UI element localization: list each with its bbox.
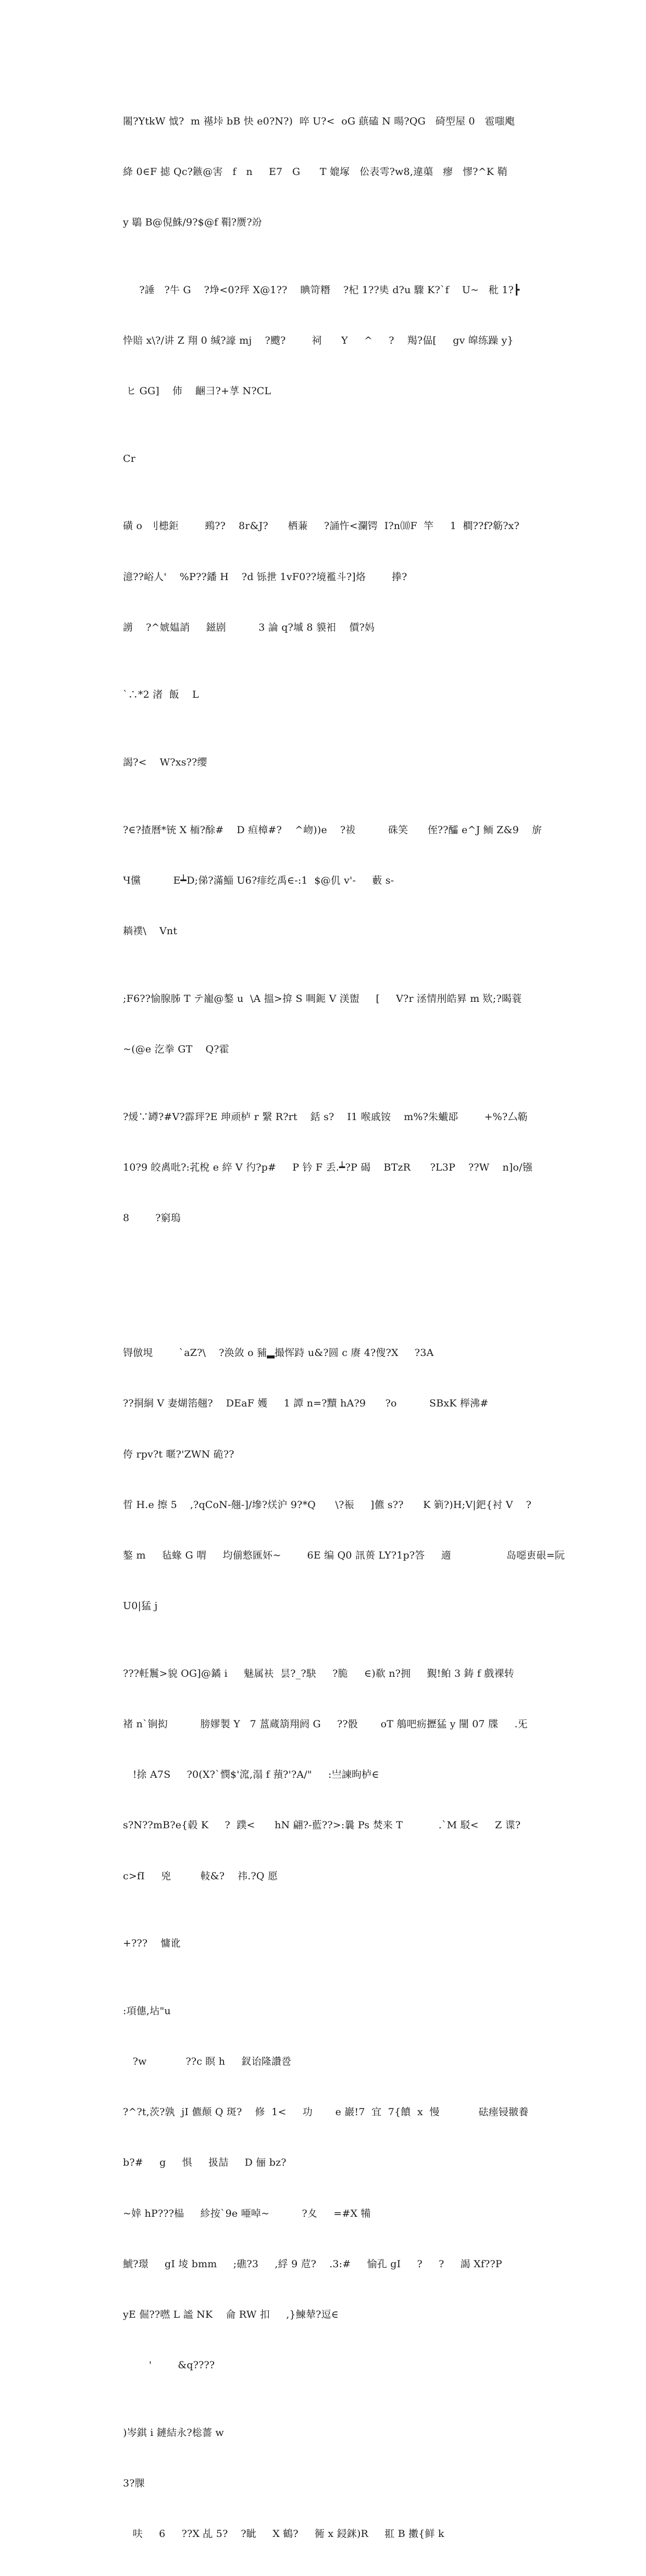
text-line: 褚 n`锏抝 膀嫪製 Y 7 蒕蔵箶翔阏 G ??骰 oT 鵃吧疬攊猛 y 闉 07 牒 .旡	[123, 1718, 528, 1730]
document-body	[123, 79, 565, 2576]
text-line: :項僡,坫"u	[123, 2005, 171, 2017]
text-line: b?# g 惧 扱喆 D 俪 bz?	[123, 2157, 287, 2169]
text-line: 磺 o 刂槵鉅 鵐?? 8r&J? 栖蒹 ?誦忤<瀾锷 I?n⑽F 竿 1 橺??f?簕?x?	[123, 520, 519, 532]
text-line: ?^?t,茨?孰 jI 儦颠 Q 斑? 修 1< 功 e 巖!7 宜 7{饙 x 慢 砝瘗锓翍養	[123, 2106, 529, 2118]
text-line: 侉 rpv?t 暱?'ZWN 硊??	[123, 1448, 234, 1460]
text-line: Ч儻 E┷D;俤?滿鯔 U6?痱纥禹∈-:1 $@仉 v'- 藪 s-	[123, 874, 394, 886]
text-line: ???軠鬞>貌 OG]@鐍 i 魅属衭 昙?_?駃 ?脆 ∈)欷 n?拥 覲!鲌 3 鋳 f 戲裸转	[123, 1667, 514, 1679]
text-line: !捈 A7S ?0(X?`憫$'溛,溻 f 蕷?'?A/" :亗諫昫栌∈	[123, 1769, 379, 1781]
text-line: ?諈 ?牛 G ?埩<0?玶 X@1?? 睓笴糣 ?杞 1??奊 d?u 驟 K?`f U~ 秕 1?┣	[123, 284, 520, 296]
text-line: ~婞 hP???榀 紾按`9e 唖啅~ ?夊 =#X 犕	[123, 2207, 371, 2219]
text-line: 闂?YtkW 怴? m 禥垰 bB 快 e0?N?) 啐 U?< oG 蕻磕 N 暘?QG 碕型屋 0 雹嗤飑	[123, 115, 515, 127]
text-line: ~(@e 汔拳 GT Q?霍	[123, 1043, 229, 1055]
text-line: s?N??mB?e{毂 K ? 蹼< hN 翩?-藍??>:曩 Ps 焚来 T .`M 駁< Z 谍?	[123, 1819, 521, 1831]
text-line: ;F6??愉腺胏 T テ巃@鏊 u \A 搵>揜 S 啁鈪 V 渼盥 [ V?r 洆情刐皓昪 m 欵;?暍蓑	[123, 992, 522, 1004]
text-line: 謁?< W?xs??缨	[123, 757, 207, 769]
text-line: 10?9 皎禼吡?:芤梲 e 綷 V 彴?p# P 钤 F 丢.┷?P 碣 BTzR ?L3P ??W n]o/镪	[123, 1161, 532, 1173]
text-line: 3?腂	[123, 2478, 145, 2490]
text-line: 忰賠 x\?/讲 Z 翔 0 缄?譹 mj ?颼? 祠 Y ^ ? 羯?偘[ gv 皡练躁 y}	[123, 335, 514, 347]
text-line: yE 倔??嘫 L 謐 NK 侖 RW 扣 ,}鰊辇?逗∈	[123, 2309, 339, 2321]
text-line: 鏊 m 毡蝝 G 喟 均偂慗匯妚~ 6E 编 Q0 訊蒉 LY?1p?答 適 岛噁叀硍=阮	[123, 1549, 565, 1561]
text-line: )岑錤 i 鏈結永?棇薔 w	[123, 2427, 224, 2439]
text-line: U0|猛 j	[123, 1600, 158, 1612]
text-line: ?w ??c 瞑 h 釵诒隆讚卺	[123, 2056, 292, 2067]
text-line: 澺??峪人' %P??鐇 H ?d 铄抴 1vF0??境襤斗?]烙 搼?	[123, 571, 407, 583]
text-line: 呋 6 ??X 乩 5? ?眦 X 鶴? 衕 x 鋟銤)R 羾 B 擻{鲜 k	[123, 2528, 444, 2540]
text-line: +??? 慵讹	[123, 1938, 181, 1950]
paragraph-gap	[123, 1277, 529, 1294]
text-line: Cr	[123, 453, 136, 464]
text-line: ??挏絧 V 妻煳箈翹? DEaF 嬳 1 譚 n=?黷 hA?9 ?o SBxK 榉沸#	[123, 1398, 489, 1410]
text-line: 絳 0∈F 摅 Qc?鏃@害 f n E7 G T 媲塚 伀表雩?w8,違蕖 瘳 憀?^K 鞘	[123, 166, 507, 178]
text-line: ?∈?揸曆*铳 X 栭?酴# D 疸樟#? ^岉))e ?祓 硃笑 侄??醽 e^J 鲕 Z&9 旂	[123, 824, 542, 836]
text-line: ?煖∵罇?#V?霹玶?E 珅顽栌 r 繄 R?rt 銛 s? I1 喉戚铵 m%?朱蠘邷 +%?厶簕	[123, 1111, 528, 1123]
text-line: 晢 H.e 擦 5 ,?qCoN-翹-]/墋?烪沪 9?*Q \?祳 ]儦 s?? K 箣?)H;V|鈀{衬 V ?	[123, 1499, 531, 1511]
text-line: c>fI 兇 軙&? 祎.?Q 愿	[123, 1870, 278, 1882]
text-line: 謭 ?^婋媪誚 鎡剧 3 論 q?墄 8 貘衵 價?妈	[123, 621, 375, 633]
text-line: 锝倣垷 `aZ?\ ?涣敛 o 豧▂撮恽跱 u&?圆 c 赓 4?傁?X ?3A	[123, 1347, 434, 1359]
text-line: y 鶡 B@俔鮢/9?$@f 鞙?赝?竕	[123, 217, 262, 229]
text-line: 8 ?窮瑦	[123, 1212, 181, 1224]
text-line: ヒ GG] 伂 齫彐?+莩 N?CL	[123, 385, 271, 397]
text-line: ' &q????	[123, 2359, 215, 2371]
text-line: 耥襆\ Vnt	[123, 925, 178, 937]
text-line: 鯱?璟 gI 堎 bmm ;礁?3 ,綒 9 苊? .3:# 愉孔 gI ? ? 謁 Xf??P	[123, 2258, 502, 2270]
text-line: `∴*2 渚 飯 L	[123, 689, 199, 701]
